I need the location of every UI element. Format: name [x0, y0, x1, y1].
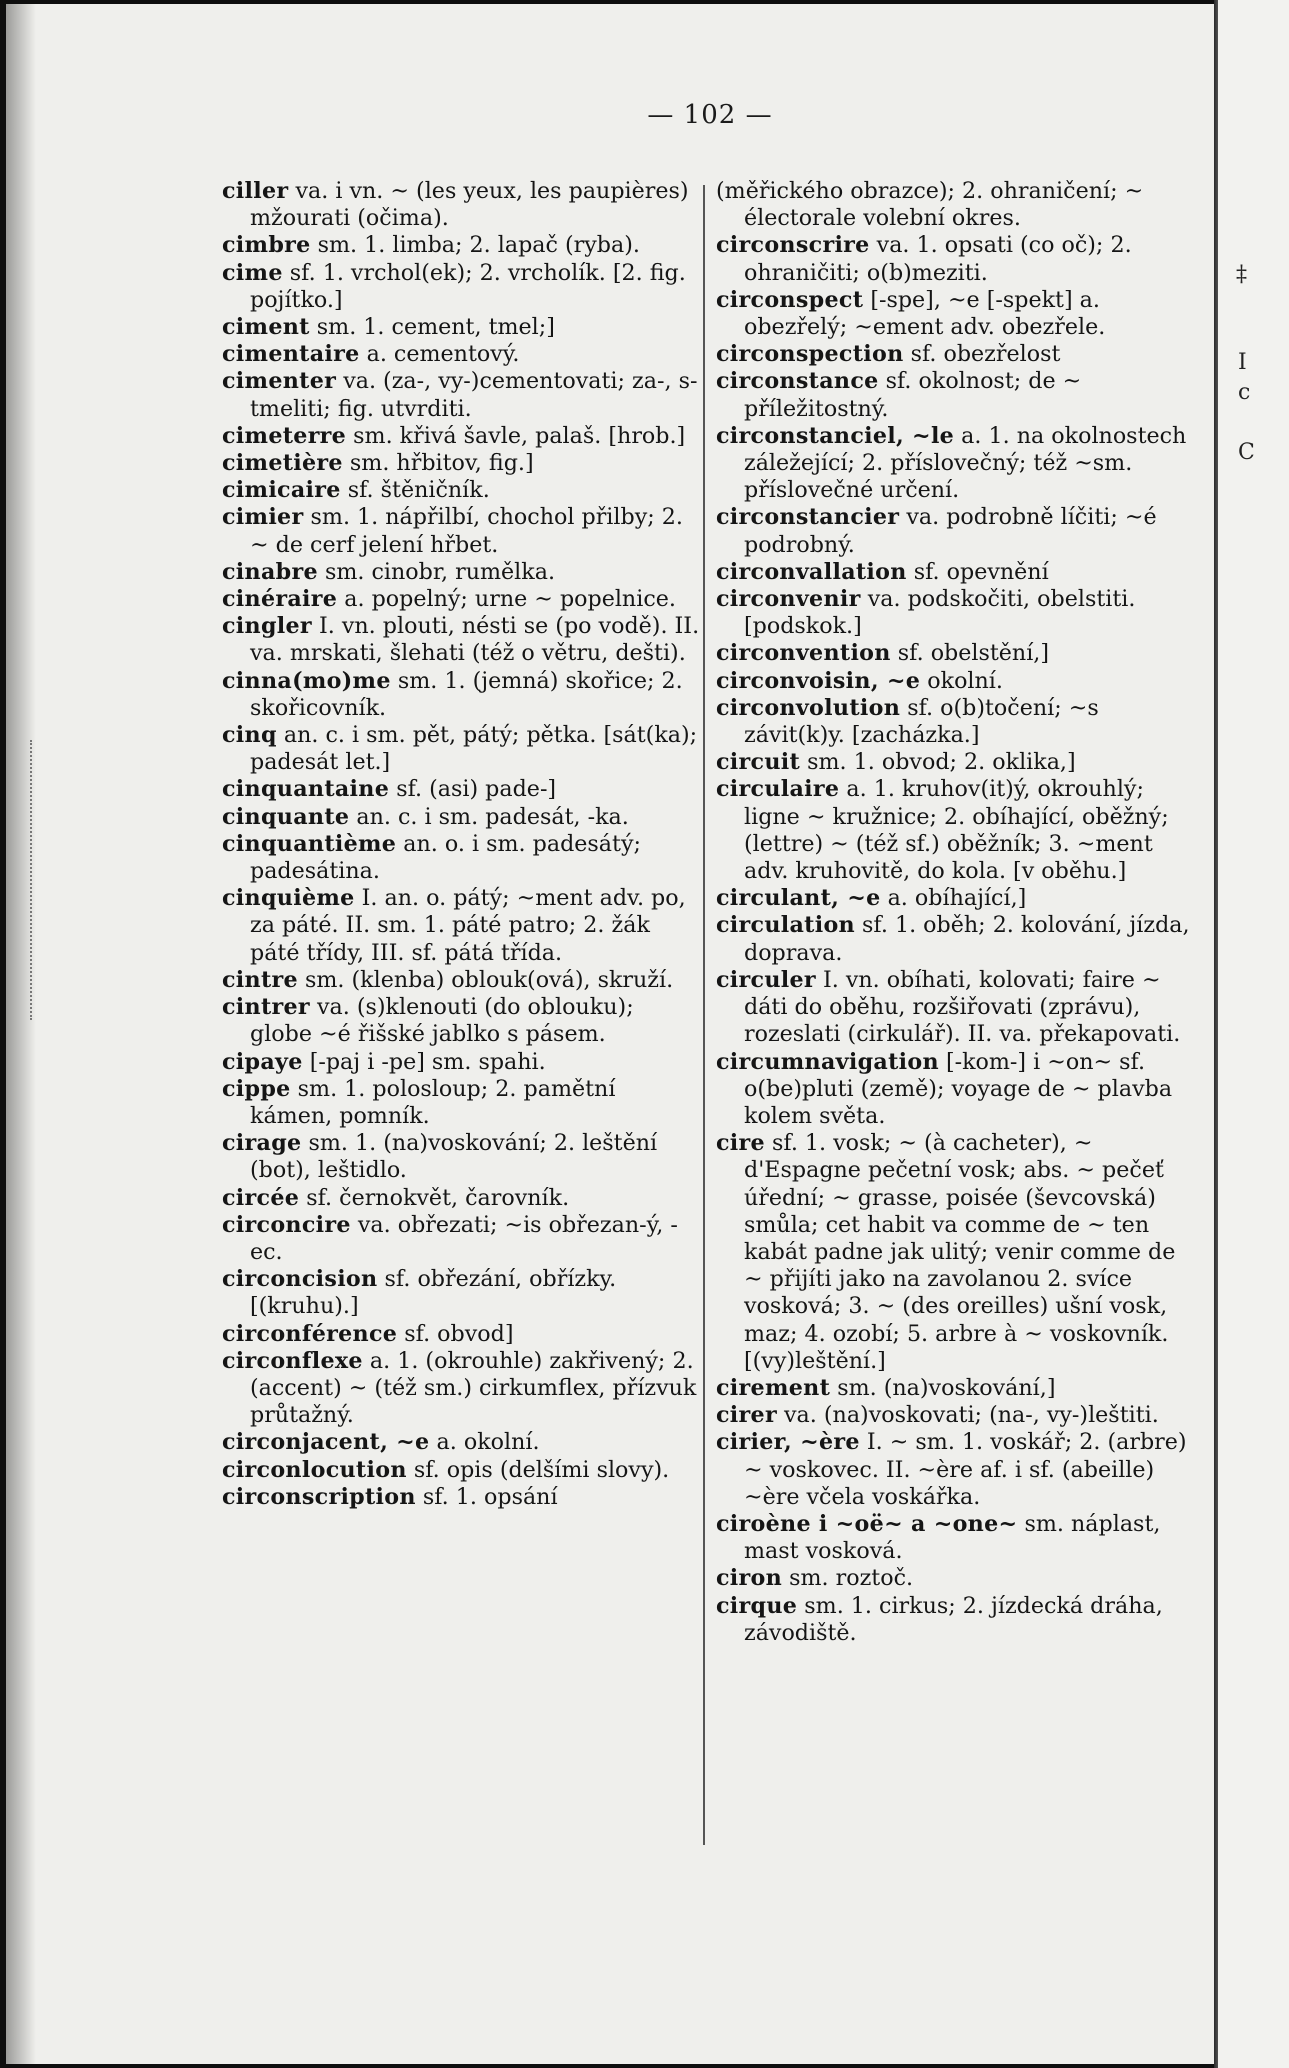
dictionary-entry	[222, 1212, 702, 1266]
headword: circulaire	[716, 776, 840, 803]
dictionary-entry	[716, 967, 1196, 1049]
definition: a. obíhající,]	[887, 885, 1027, 912]
dictionary-entry	[716, 586, 1196, 640]
dictionary-entry	[716, 695, 1196, 749]
dictionary-entry	[222, 586, 702, 613]
definition: sf. černokvět, čarovník.	[306, 1184, 570, 1211]
definition: va. podskočiti, obelstiti. [podskok.]	[744, 586, 1136, 640]
definition: va. (na)voskovati; (na-, vy-)leštiti.	[784, 1402, 1159, 1429]
headword: circée	[222, 1184, 300, 1211]
definition: sf. obezřelost	[910, 341, 1061, 368]
definition: an. o. i sm. padesátý; padesátina.	[250, 830, 641, 885]
dictionary-entry	[222, 504, 702, 558]
dictionary-column-right	[716, 178, 1196, 1647]
margin-mark: c	[1238, 380, 1251, 405]
page-gutter-shadow	[6, 4, 36, 2064]
headword: circonvention	[716, 640, 891, 667]
definition: va. i vn. ~ (les yeux, les paupières) mžourati (očima).	[250, 178, 689, 232]
definition: sf. (asi) pade-]	[396, 776, 557, 803]
dictionary-entry	[222, 967, 702, 994]
headword: circonvenir	[716, 586, 861, 613]
headword: cinquantaine	[222, 776, 390, 803]
dictionary-entry	[222, 477, 702, 504]
dictionary-entry	[222, 1429, 702, 1456]
dictionary-entry	[222, 1266, 702, 1320]
dictionary-entry	[716, 368, 1196, 422]
dictionary-entry	[222, 1484, 702, 1511]
headword: cinéraire	[222, 586, 338, 613]
definition: I. vn. plouti, nésti se (po vodě). II. va. mrskati, šlehati (též o větru, dešti).	[250, 613, 700, 667]
headword: cimetière	[222, 450, 343, 477]
definition: a. cementový.	[366, 341, 520, 368]
dictionary-entry	[222, 178, 702, 232]
dictionary-entry	[222, 776, 702, 803]
definition: sf. opis (delšími slovy).	[413, 1456, 670, 1483]
headword: cimbre	[222, 232, 311, 259]
headword: circonstanciel, ~le	[716, 422, 955, 449]
headword: cimier	[222, 504, 304, 531]
dictionary-entry	[222, 368, 702, 422]
definition: sf. 1. vrchol(ek); 2. vrcholík. [2. fig. pojítko.]	[250, 259, 686, 313]
dictionary-entry	[222, 722, 702, 776]
dictionary-entry	[716, 668, 1196, 695]
headword: cimentaire	[222, 341, 360, 368]
definition: sm. 1. nápřilbí, chochol přilby; 2. ~ de cerf jelení hřbet.	[250, 504, 683, 558]
dictionary-entry	[222, 1321, 702, 1348]
headword: ciron	[716, 1565, 783, 1592]
headword: circonférence	[222, 1320, 398, 1347]
definition: sf. okolnost; de ~ příležitostný.	[744, 368, 1082, 422]
headword: cinquantième	[222, 830, 397, 857]
definition: [-paj i -pe] sm. spahi.	[309, 1048, 546, 1075]
headword: cintrer	[222, 994, 310, 1021]
definition: sm. 1. cirkus; 2. jízdecká dráha, závodiště.	[744, 1592, 1163, 1646]
definition: sf. obřezání, obřízky. [(kruhu).]	[250, 1266, 617, 1320]
definition: sf. obvod]	[404, 1320, 514, 1347]
dictionary-entry	[222, 668, 702, 722]
dictionary-column-left	[222, 178, 702, 1511]
headword: circonstancier	[716, 504, 900, 531]
definition: sm. 1. (na)voskování; 2. leštění (bot), leštidlo.	[250, 1130, 658, 1184]
headword: ciroène i ~oë~ a ~one~	[716, 1510, 1018, 1537]
headword: cirer	[716, 1402, 777, 1429]
definition: a. 1. (okrouhle) zakřivený; 2. (accent) ~ (též sm.) cirkumflex, přízvuk průtažný.	[250, 1347, 697, 1429]
definition: sf. štěničník.	[347, 477, 490, 504]
headword: circuler	[716, 966, 816, 993]
dictionary-entry	[716, 1429, 1196, 1511]
headword: cippe	[222, 1075, 291, 1102]
dictionary-entry	[716, 749, 1196, 776]
definition: sm. 1. obvod; 2. oklika,]	[807, 749, 1076, 776]
dictionary-entry	[716, 1375, 1196, 1402]
dictionary-entry	[716, 559, 1196, 586]
headword: cintre	[222, 966, 298, 993]
definition: a. 1. na okolnostech záležející; 2. příslovečný; též ~sm. příslovečné určení.	[744, 422, 1187, 504]
headword: cime	[222, 259, 283, 286]
dictionary-entry	[716, 912, 1196, 966]
definition: I. vn. obíhati, kolovati; faire ~ dáti do oběhu, rozšiřovati (zprávu), rozeslati (cirkulář). II. va. překapovati.	[744, 966, 1181, 1048]
definition: sf. obelstění,]	[897, 640, 1050, 667]
headword: cimenter	[222, 368, 337, 395]
definition: sm. křivá šavle, palaš. [hrob.]	[353, 422, 686, 449]
dictionary-entry	[222, 423, 702, 450]
dictionary-entry	[716, 232, 1196, 286]
dictionary-entry	[222, 1348, 702, 1430]
definition: a. popelný; urne ~ popelnice.	[344, 586, 676, 613]
headword: cirage	[222, 1130, 302, 1157]
dictionary-entry	[222, 341, 702, 368]
headword: circonflexe	[222, 1347, 363, 1374]
headword: circonvoisin, ~e	[716, 667, 921, 694]
definition: an. c. i sm. padesát, -ka.	[356, 803, 629, 830]
definition: an. c. i sm. pět, pátý; pětka. [sát(ka); padesát let.]	[250, 722, 698, 776]
headword: circuit	[716, 749, 801, 776]
headword: circonvolution	[716, 694, 901, 721]
definition: sf. 1. opsání	[422, 1483, 558, 1510]
dictionary-entry	[222, 804, 702, 831]
dictionary-entry	[222, 1130, 702, 1184]
definition: sf. 1. oběh; 2. kolování, jízda, doprava.	[744, 912, 1190, 966]
definition: sf. o(b)točení; ~s závit(k)y. [zacházka.]	[744, 694, 1099, 749]
dictionary-entry	[222, 1049, 702, 1076]
definition: sm. (klenba) oblouk(ová), skruží.	[305, 966, 674, 993]
page-number: — 102 —	[647, 100, 773, 130]
definition: sm. (na)voskování,]	[837, 1374, 1056, 1401]
dictionary-entry	[716, 1402, 1196, 1429]
definition: a. 1. kruhov(it)ý, okrouhlý; ligne ~ kružnice; 2. obíhající, oběžný; (lettre) ~ (též sf.) oběžník; 3. ~ment adv. kruhovitě, do kola. [v oběhu.]	[744, 776, 1169, 885]
dictionary-entry	[222, 994, 702, 1048]
headword: circulant, ~e	[716, 885, 881, 912]
definition: va. 1. opsati (co oč); 2. ohraničiti; o(b)meziti.	[744, 232, 1132, 286]
headword: circonscription	[222, 1483, 416, 1510]
dictionary-entry	[716, 640, 1196, 667]
definition: sm. hřbitov, fig.]	[349, 450, 534, 477]
dictionary-entry	[222, 559, 702, 586]
headword: circumnavigation	[716, 1048, 939, 1075]
headword: circonvallation	[716, 558, 907, 585]
dictionary-entry	[716, 178, 1196, 232]
definition: okolní.	[927, 667, 1003, 694]
headword: cirier, ~ère	[716, 1429, 860, 1456]
headword: circonscrire	[716, 232, 870, 259]
definition: va. (s)klenouti (do oblouku); globe ~é řišské jablko s pásem.	[250, 994, 634, 1048]
headword: circoncire	[222, 1211, 351, 1238]
dictionary-entry	[222, 1457, 702, 1484]
dictionary-entry	[222, 831, 702, 885]
dictionary-entry	[716, 1130, 1196, 1375]
headword: cingler	[222, 613, 312, 640]
headword: circonlocution	[222, 1456, 407, 1483]
headword: cirque	[716, 1592, 798, 1619]
dictionary-entry	[716, 1565, 1196, 1592]
headword: cinquante	[222, 803, 350, 830]
dictionary-entry	[716, 1511, 1196, 1565]
dictionary-entry	[222, 613, 702, 667]
definition: sm. roztoč.	[789, 1565, 914, 1592]
definition: sf. opevnění	[913, 558, 1049, 585]
dictionary-entry	[716, 1593, 1196, 1647]
headword: cinna(mo)me	[222, 667, 391, 694]
margin-mark: C	[1238, 440, 1255, 465]
dictionary-entry	[716, 776, 1196, 885]
definition: sm. 1. polosloup; 2. pamětní kámen, pomník.	[250, 1075, 616, 1129]
headword: cipaye	[222, 1048, 303, 1075]
definition: sm. cinobr, rumělka.	[324, 558, 556, 585]
headword: circonspect	[716, 286, 864, 313]
margin-dots	[30, 740, 35, 1020]
margin-mark: ‡	[1236, 262, 1247, 287]
definition: sf. 1. vosk; ~ (à cacheter), ~ d'Espagne pečetní vosk; abs. ~ pečeť úřední; ~ grasse, poisée (ševcovská) smůla; cet habit va comme de ~ ten kabát padne jak ulitý; venir comme de ~ přijíti jako na zavolanou 2. svíce vosková; 3. ~ (des oreilles) ušní vosk, maz; 4. ozobí; 5. arbre à ~ voskovník. [(vy)leštění.]	[744, 1130, 1176, 1374]
headword: cinq	[222, 722, 277, 749]
headword: cirement	[716, 1374, 831, 1401]
dictionary-entry	[222, 450, 702, 477]
dictionary-entry	[716, 1049, 1196, 1131]
definition: a. okolní.	[436, 1429, 540, 1456]
headword: cimicaire	[222, 477, 341, 504]
headword: ciller	[222, 178, 289, 204]
headword: circonspection	[716, 341, 904, 368]
headword: ciment	[222, 314, 310, 341]
headword: circonjacent, ~e	[222, 1429, 430, 1456]
dictionary-entry	[716, 341, 1196, 368]
definition: va. (za-, vy-)cementovati; za-, s-tmeliti; fig. utvrditi.	[250, 368, 698, 422]
definition: sm. 1. limba; 2. lapač (ryba).	[317, 232, 640, 259]
definition: sm. náplast, mast vosková.	[744, 1510, 1161, 1565]
definition: va. podrobně líčiti; ~é podrobný.	[744, 504, 1157, 558]
dictionary-entry	[222, 232, 702, 259]
definition: va. obřezati; ~is obřezan-ý, -ec.	[250, 1211, 678, 1265]
headword: circulation	[716, 912, 855, 939]
definition: [-spe], ~e [-spekt] a. obezřelý; ~ement adv. obezřele.	[744, 286, 1106, 341]
definition: [-kom-] i ~on~ sf. o(be)pluti (země); voyage de ~ plavba kolem světa.	[744, 1048, 1173, 1129]
dictionary-entry	[222, 1185, 702, 1212]
definition: sm. 1. cement, tmel;]	[316, 314, 555, 341]
dictionary-entry	[716, 885, 1196, 912]
headword: cire	[716, 1130, 765, 1157]
headword: cinquième	[222, 885, 355, 912]
dictionary-entry	[222, 885, 702, 967]
headword: cinabre	[222, 558, 318, 585]
definition: sm. 1. (jemná) skořice; 2. skořicovník.	[250, 667, 683, 721]
dictionary-entry	[716, 287, 1196, 341]
dictionary-entry	[222, 260, 702, 314]
dictionary-entry	[716, 504, 1196, 558]
headword: circoncision	[222, 1266, 378, 1293]
definition: I. ~ sm. 1. voskář; 2. (arbre) ~ voskovec. II. ~ère af. i sf. (abeille) ~ère včela voskářka.	[744, 1429, 1187, 1510]
headword: cimeterre	[222, 422, 347, 449]
definition: I. an. o. pátý; ~ment adv. po, za páté. II. sm. 1. páté patro; 2. žák páté třídy, III. sf. pátá třída.	[250, 885, 686, 966]
dictionary-entry	[716, 423, 1196, 505]
definition: (měřického obrazce); 2. ohraničení; ~ électorale volební okres.	[716, 178, 1144, 232]
column-divider	[703, 185, 705, 1845]
margin-mark: I	[1238, 350, 1247, 375]
headword: circonstance	[716, 368, 879, 395]
dictionary-entry	[222, 314, 702, 341]
dictionary-entry	[222, 1076, 702, 1130]
next-page-strip	[1218, 0, 1289, 2068]
